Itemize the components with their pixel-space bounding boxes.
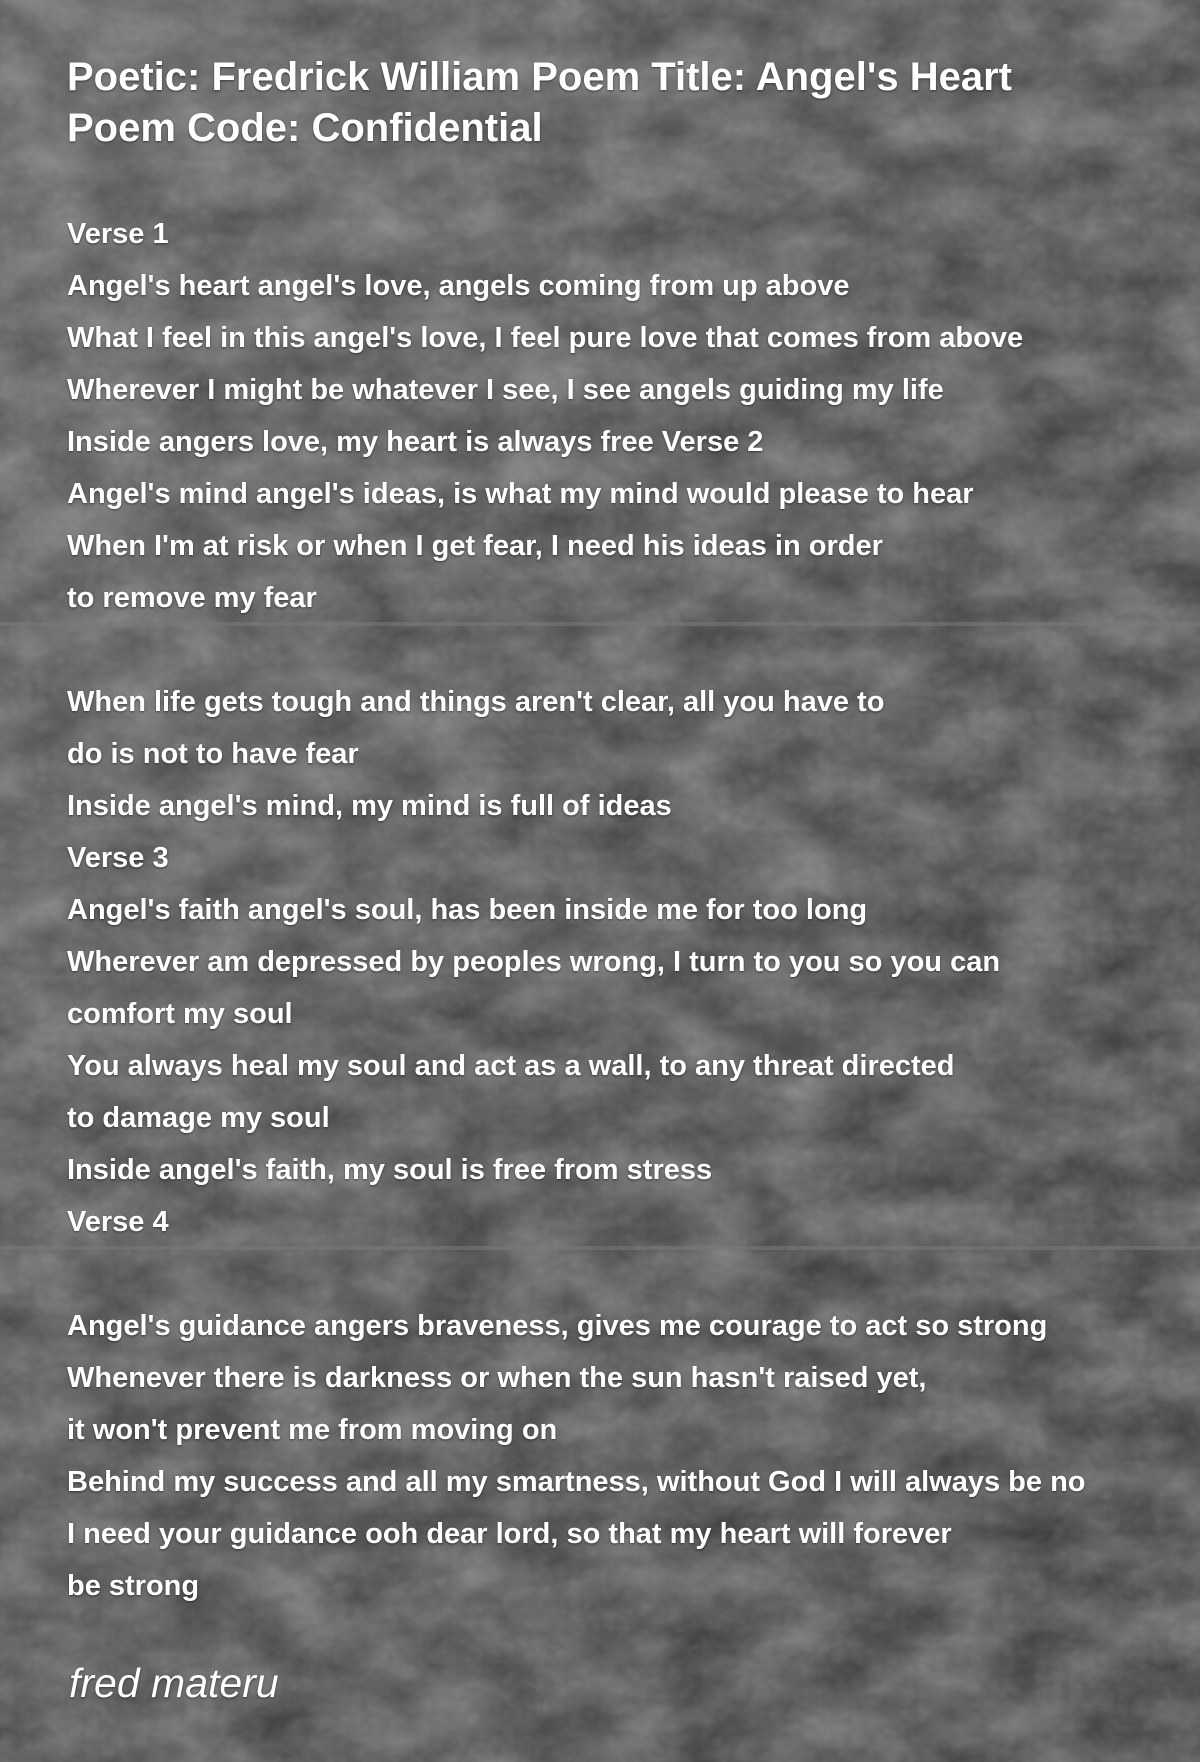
poem-line: be strong [67, 1570, 200, 1602]
poem-line: Inside angers love, my heart is always free Verse 2 [67, 426, 764, 458]
poem-line: Angel's faith angel's soul, has been inside me for too long [67, 894, 868, 926]
poem-line: do is not to have fear [67, 738, 359, 770]
poem-line: to remove my fear [67, 582, 317, 614]
poem-line: comfort my soul [67, 998, 293, 1030]
poem-line: Verse 3 [67, 842, 169, 874]
poem-line: When I'm at risk or when I get fear, I need his ideas in order [67, 530, 883, 562]
poem-line: Angel's mind angel's ideas, is what my mind would please to hear [67, 478, 974, 510]
poem-line: Angel's guidance angers braveness, gives me courage to act so strong [67, 1310, 1048, 1342]
stanza-break [67, 624, 1200, 676]
poem-body [67, 208, 1200, 1612]
poem-line: I need your guidance ooh dear lord, so that my heart will forever [67, 1518, 952, 1550]
poem-line: Whenever there is darkness or when the sun hasn't raised yet, [67, 1362, 927, 1394]
poem-title: Poetic: Fredrick William Poem Title: Angel's Heart Poem Code: Confidential [67, 55, 1012, 150]
poem-line: Behind my success and all my smartness, without God I will always be no [67, 1466, 1086, 1498]
poem-line: it won't prevent me from moving on [67, 1414, 558, 1446]
poem-line: Verse 4 [67, 1206, 169, 1238]
poem-line: Wherever I might be whatever I see, I see angels guiding my life [67, 374, 944, 406]
stanza-break [67, 1248, 1200, 1300]
poem-line: Angel's heart angel's love, angels coming from up above [67, 270, 850, 302]
poem-line: What I feel in this angel's love, I feel pure love that comes from above [67, 322, 1024, 354]
poem-line: Inside angel's faith, my soul is free from stress [67, 1154, 713, 1186]
author-signature: fred materu [69, 1660, 279, 1706]
poem-line: to damage my soul [67, 1102, 330, 1134]
poem-line: Inside angel's mind, my mind is full of ideas [67, 790, 672, 822]
poem-line: Wherever am depressed by peoples wrong, I turn to you so you can [67, 946, 1001, 978]
poem-line: When life gets tough and things aren't clear, all you have to [67, 686, 885, 718]
poem-line: You always heal my soul and act as a wall, to any threat directed [67, 1050, 955, 1082]
poem-line: Verse 1 [67, 218, 169, 250]
poem-card [67, 52, 1200, 1612]
